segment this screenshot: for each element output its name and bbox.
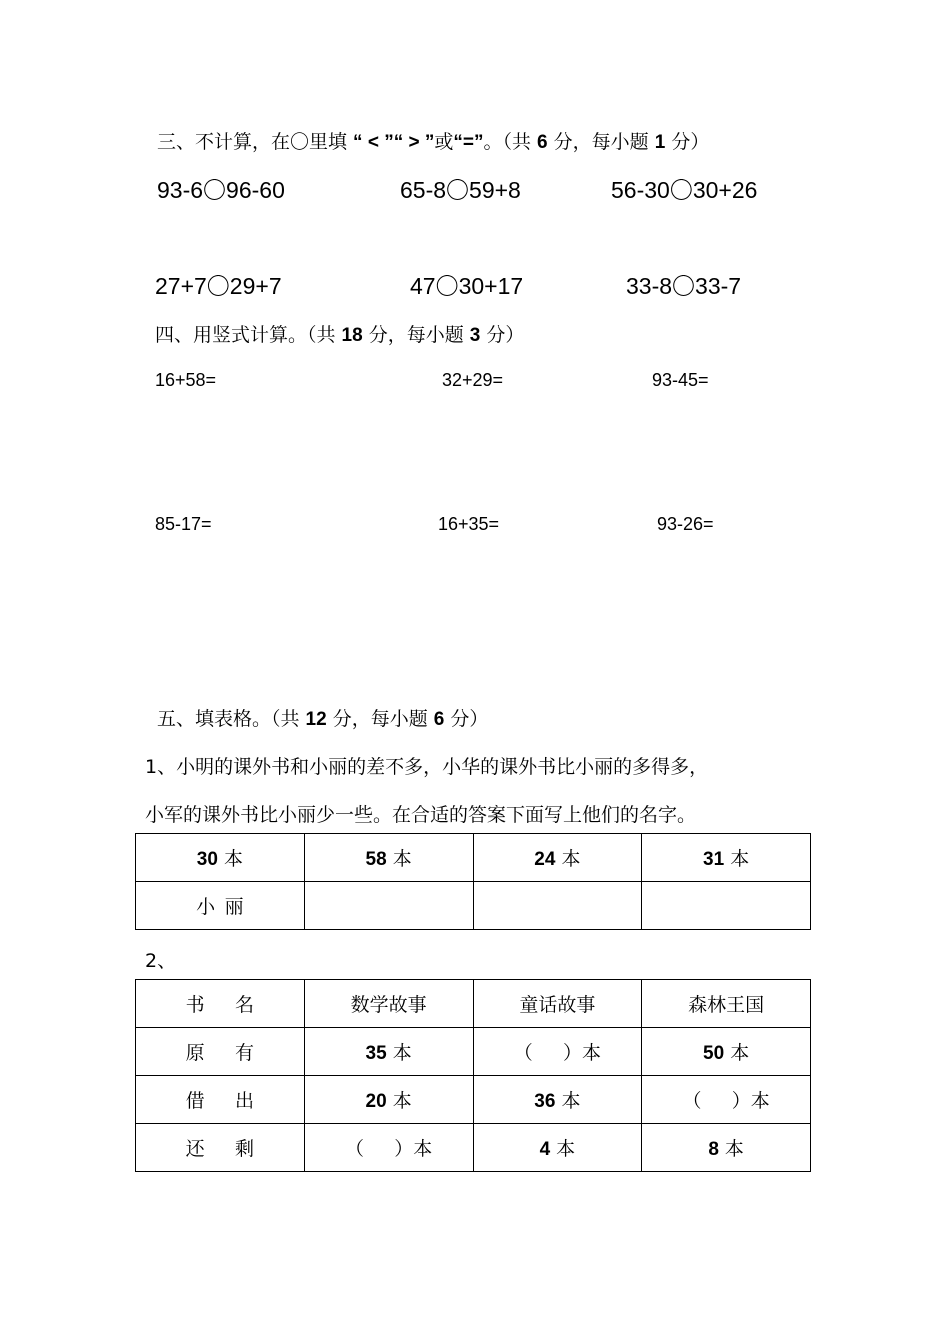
- table-cell: [304, 1028, 473, 1076]
- vertical-calc-problem: 16+58=: [155, 370, 217, 390]
- cell-text: （ ）本: [513, 1042, 601, 1064]
- table-row: [136, 1076, 811, 1124]
- table-cell: [473, 834, 642, 882]
- header-cell: 童话故事: [473, 980, 642, 1028]
- question1-line2: 小军的课外书比小丽少一些。在合适的答案下面写上他们的名字。: [145, 804, 697, 826]
- blank-cell[interactable]: [304, 1124, 473, 1172]
- cell-number: 35: [365, 1043, 387, 1064]
- header-text: 书名: [185, 994, 285, 1016]
- row-label-text: 原有: [185, 1042, 285, 1064]
- heading-total: 6: [537, 132, 548, 153]
- compare-problem: 93-6〇96-60: [157, 177, 285, 203]
- vertical-calc-problem: 32+29=: [442, 370, 504, 390]
- cell-unit: 本: [724, 848, 750, 870]
- question2-label: 2、: [145, 950, 177, 972]
- cell-text: 本: [386, 1090, 412, 1112]
- table-row: [136, 1028, 811, 1076]
- cell-unit: 本: [217, 848, 243, 870]
- cell-text: （ ）本: [345, 1138, 433, 1160]
- table-cell: [304, 834, 473, 882]
- cell-number: 58: [365, 849, 387, 870]
- cell-text: 本: [550, 1138, 576, 1160]
- table-cell: [642, 1124, 811, 1172]
- cell-text: 本: [724, 1042, 750, 1064]
- answer-cell[interactable]: [642, 882, 811, 930]
- heading-symbols: “=”: [453, 132, 484, 153]
- compare-problem: 47〇30+17: [410, 273, 524, 299]
- header-cell: 森林王国: [642, 980, 811, 1028]
- heading-each: 3: [469, 325, 481, 346]
- heading-text: 。（共: [483, 131, 538, 153]
- table-cell: [473, 1076, 642, 1124]
- heading-text: 分，每小题: [362, 324, 470, 346]
- heading-text: 三、不计算，在〇里填: [157, 131, 354, 153]
- blank-cell[interactable]: [642, 1076, 811, 1124]
- cell-number: 36: [534, 1091, 556, 1112]
- cell-unit: 本: [386, 848, 412, 870]
- heading-text: 四、用竖式计算。（共: [155, 324, 342, 346]
- row-label: [136, 1076, 305, 1124]
- heading-symbols: “ < ”“ > ”: [353, 132, 435, 153]
- cell-number: 24: [534, 849, 556, 870]
- row-label-text: 借出: [185, 1090, 285, 1112]
- blank-cell[interactable]: [473, 1028, 642, 1076]
- cell-number: 30: [196, 849, 218, 870]
- header-cell: [136, 980, 305, 1028]
- cell-text: 本: [718, 1138, 744, 1160]
- table-row: [136, 882, 811, 930]
- cell-text: 本: [386, 1042, 412, 1064]
- cell-number: 31: [703, 849, 725, 870]
- vertical-calc-problem: 93-45=: [652, 370, 709, 390]
- library-table: [135, 979, 811, 1172]
- row-label-text: 还剩: [185, 1138, 285, 1160]
- table-cell: [304, 1076, 473, 1124]
- cell-number: 50: [703, 1043, 725, 1064]
- vertical-calc-problem: 16+35=: [438, 514, 500, 534]
- cell-text: 本: [555, 1090, 581, 1112]
- answer-cell[interactable]: [304, 882, 473, 930]
- heading-each: 6: [433, 709, 445, 730]
- question1-line1: 1、小明的课外书和小丽的差不多，小华的课外书比小丽的多得多，: [145, 756, 709, 778]
- table-header-row: [136, 980, 811, 1028]
- name-text: 小丽: [196, 896, 254, 918]
- row-label: [136, 1124, 305, 1172]
- heading-total: 12: [305, 709, 327, 730]
- compare-problem: 65-8〇59+8: [400, 177, 521, 203]
- table-cell: [642, 834, 811, 882]
- answer-cell[interactable]: [473, 882, 642, 930]
- section3-heading: [157, 127, 709, 154]
- heading-text: 分，每小题: [326, 708, 434, 730]
- compare-problem: 27+7〇29+7: [155, 273, 282, 299]
- vertical-calc-problem: 85-17=: [155, 514, 212, 534]
- table-cell: [642, 1028, 811, 1076]
- vertical-calc-problem: 93-26=: [657, 514, 714, 534]
- heading-text: 或: [434, 131, 454, 153]
- heading-text: 分）: [480, 324, 525, 346]
- table-row: [136, 834, 811, 882]
- cell-number: 20: [365, 1091, 387, 1112]
- table-cell: [473, 1124, 642, 1172]
- section4-heading: [155, 320, 524, 347]
- heading-each: 1: [654, 132, 666, 153]
- compare-problem: 33-8〇33-7: [626, 273, 742, 299]
- heading-text: 五、填表格。（共: [157, 708, 306, 730]
- book-count-table: [135, 833, 811, 930]
- header-cell: 数学故事: [304, 980, 473, 1028]
- compare-problem: 56-30〇30+26: [611, 177, 758, 203]
- name-cell: [136, 882, 305, 930]
- cell-number: 4: [539, 1139, 551, 1160]
- table-cell: [136, 834, 305, 882]
- heading-text: 分）: [665, 131, 710, 153]
- cell-unit: 本: [555, 848, 581, 870]
- row-label: [136, 1028, 305, 1076]
- table-row: [136, 1124, 811, 1172]
- section5-heading: [157, 704, 488, 731]
- heading-text: 分，每小题: [547, 131, 655, 153]
- heading-total: 18: [341, 325, 363, 346]
- cell-number: 8: [708, 1139, 719, 1160]
- cell-text: （ ）本: [682, 1090, 770, 1112]
- heading-text: 分）: [444, 708, 489, 730]
